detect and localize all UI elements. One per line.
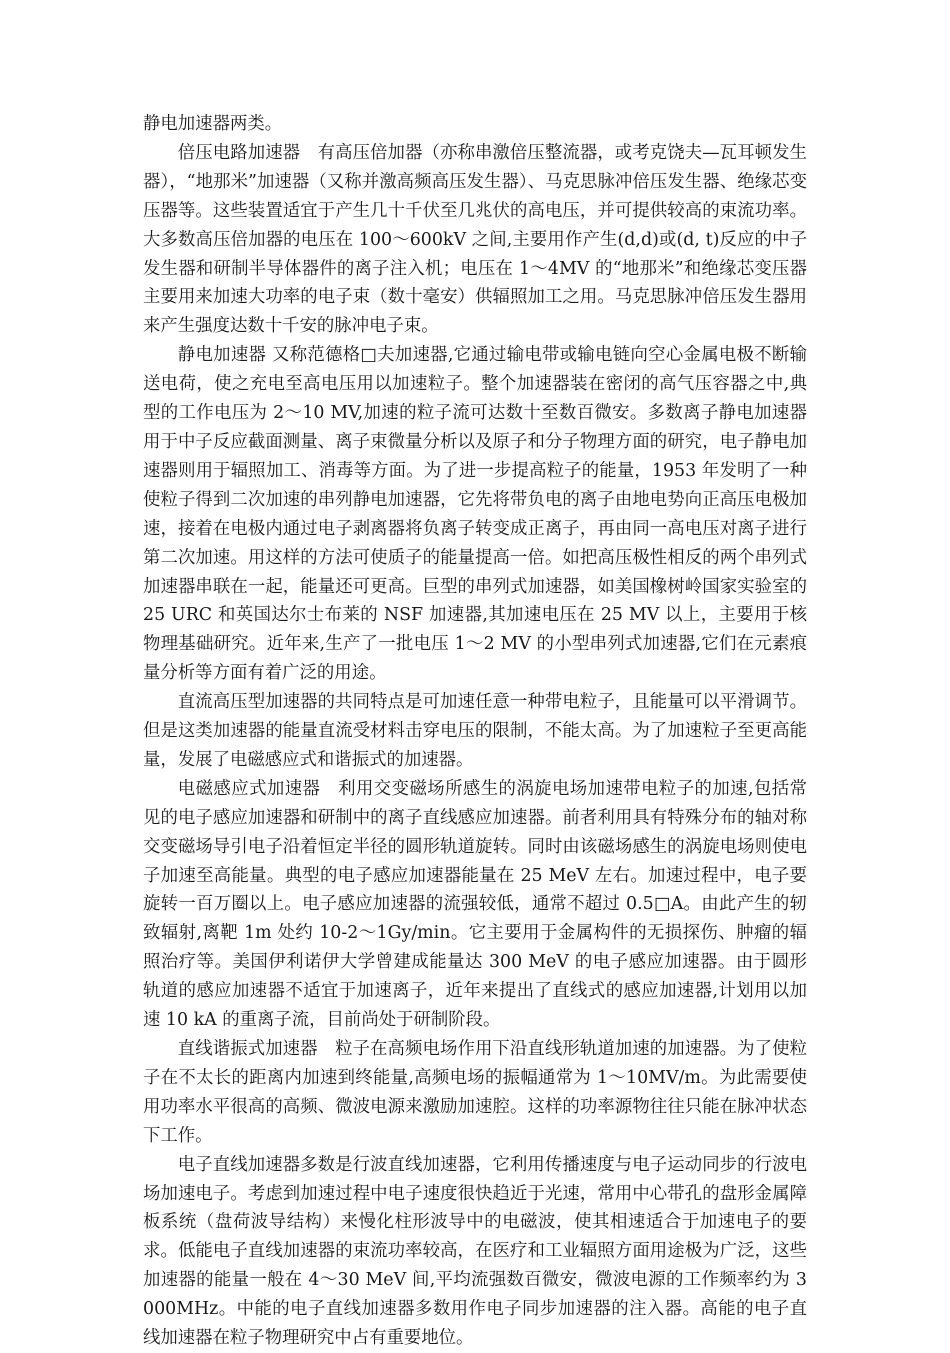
paragraph-intro-tail: 静电加速器两类。 [143,114,283,134]
paragraph-electrostatic: 静电加速器 又称范德格□夫加速器,它通过输电带或输电链向空心金属电极不断输送电荷，使之充电至高电压用以加速粒子。整个加速器装在密闭的高气压容器之中,典型的工作电压为 2～10 MV,加速的粒子流可达数十至数百微安。多数离子静电加速器用于中子反应截面测量、离子束微量分析以及原子和分子物理方面的研究，电子静电加速器则用于辐照加工、消毒等方面。为了进一步提高粒子的能量，1953 年发明了一种使粒子得到二次加速的串列静电加速器，它先将带负电的离子由地电势向正高压电极加速，接着在电极内通过电子剥离器将负离子转变成正离子，再由同一高电压对离子进行第二次加速。用这样的方法可使质子的能量提高一倍。如把高压极性相反的两个串列式加速器串联在一起，能量还可更高。巨型的串列式加速器，如美国橡树岭国家实验室的 25 URC 和英国达尔士布莱的 NSF 加速器,其加速电压在 25 MV 以上，主要用于核物理基础研究。近年来,生产了一批电压 1～2 MV 的小型串列式加速器,它们在元素痕量分析等方面有着广泛的用途。 [143,345,807,684]
paragraph-electron-linac: 电子直线加速器多数是行波直线加速器，它利用传播速度与电子运动同步的行波电场加速电子。考虑到加速过程中电子速度很快趋近于光速，常用中心带孔的盘形金属障板系统（盘荷波导结构）来慢化柱形波导中的电磁波，使其相速适合于加速电子的要求。低能电子直线加速器的束流功率较高，在医疗和工业辐照方面用途极为广泛，这些加速器的能量一般在 4～30 MeV 间,平均流强数百微安，微波电源的工作频率约为 3 000MHz。中能的电子直线加速器多数用作电子同步加速器的注入器。高能的电子直线加速器在粒子物理研究中占有重要地位。 [143,1154,807,1349]
paragraph-dc-high-voltage: 直流高压型加速器的共同特点是可加速任意一种带电粒子，且能量可以平滑调节。但是这类加速器的能量直流受材料击穿电压的限制，不能太高。为了加速粒子至更高能量，发展了电磁感应式和谐振式的加速器。 [143,692,807,770]
paragraph-voltage-multiplier: 倍压电路加速器 有高压倍加器（亦称串激倍压整流器，或考克饶夫—瓦耳顿发生器），“地那米”加速器（又称并激高频高压发生器）、马克思脉冲倍压发生器、绝缘芯变压器等。这些装置适宜于产生几十千伏至几兆伏的高电压，并可提供较高的束流功率。大多数高压倍加器的电压在 100～600kV 之间,主要用作产生(d,d)或(d, t)反应的中子发生器和研制半导体器件的离子注入机；电压在 1～4MV 的“地那米”和绝缘芯变压器主要用来加速大功率的电子束（数十毫安）供辐照加工之用。马克思脉冲倍压发生器用来产生强度达数十千安的脉冲电子束。 [143,142,807,337]
document-page [143,110,807,1353]
paragraph-linear-resonant: 直线谐振式加速器 粒子在高频电场作用下沿直线形轨道加速的加速器。为了使粒子在不太长的距离内加速到终能量,高频电场的振幅通常为 1～10MV/m。为此需要使用功率水平很高的高频、微波电源来激励加速腔。这样的功率源物往往只能在脉冲状态下工作。 [143,1039,807,1146]
paragraph-induction: 电磁感应式加速器 利用交变磁场所感生的涡旋电场加速带电粒子的加速,包括常见的电子感应加速器和研制中的离子直线感应加速器。前者利用具有特殊分布的轴对称交变磁场导引电子沿着恒定半径的圆形轨道旋转。同时由该磁场感生的涡旋电场则使电子加速至高能量。典型的电子感应加速器能量在 25 MeV 左右。加速过程中，电子要旋转一百万圈以上。电子感应加速器的流强较低，通常不超过 0.5□A。由此产生的轫致辐射,离靶 1m 处约 10-2～1Gy/min。它主要用于金属构件的无损探伤、肿瘤的辐照治疗等。美国伊利诺伊大学曾建成能量达 300 MeV 的电子感应加速器。由于圆形轨道的感应加速器不适宜于加速离子，近年来提出了直线式的感应加速器,计划用以加速 10 kA 的重离子流，目前尚处于研制阶段。 [143,778,807,1031]
